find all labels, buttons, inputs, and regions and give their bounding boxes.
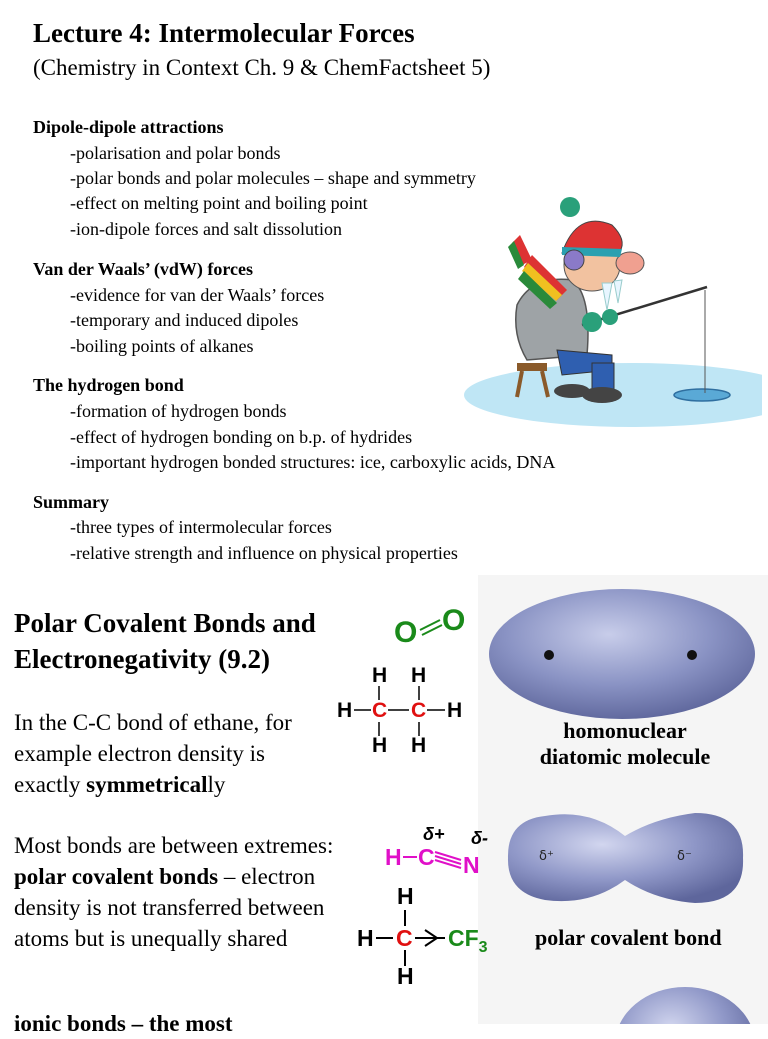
para-line: atoms but is unequally shared (14, 926, 288, 951)
carbon-atom: C (396, 925, 413, 951)
hydrogen-atom: H (372, 664, 388, 687)
paragraph-polar (14, 830, 333, 954)
caption-line: homonuclear (563, 718, 687, 743)
list-item: -ion-dipole forces and salt dissolution (70, 219, 342, 239)
slide2-title-line1: Polar Covalent Bonds and (14, 608, 316, 638)
polar-bond-electron-cloud (505, 808, 745, 908)
ethane-structure (335, 660, 475, 760)
list-item: -polar bonds and polar molecules – shape and symmetry (70, 168, 476, 188)
homonuclear-electron-cloud (485, 582, 765, 724)
hydrogen-atom: H (357, 925, 374, 951)
list-item: -effect on melting point and boiling point (70, 193, 368, 213)
nitrogen-atom: N (463, 852, 480, 878)
slide2-title-line2: Electronegativity (9.2) (14, 644, 270, 674)
hydrogen-atom: H (397, 883, 414, 909)
hcn-structure (383, 820, 493, 880)
list-item: -relative strength and influence on physical properties (70, 543, 458, 563)
list-item: -temporary and induced dipoles (70, 310, 299, 330)
para-line: example electron density is (14, 741, 266, 766)
hydrogen-atom: H (411, 734, 427, 757)
hcf3-structure (355, 880, 505, 990)
page-title: Lecture 4: Intermolecular Forces (33, 18, 415, 48)
para-line: density is not transferred between (14, 895, 325, 920)
hydrogen-atom: H (411, 664, 427, 687)
list-item: -effect of hydrogen bonding on b.p. of hydrides (70, 427, 413, 447)
cf3-group: $CF_3$ (448, 925, 488, 956)
delta-minus-label: δ- (471, 828, 488, 848)
carbon-atom: C (372, 699, 388, 722)
list-item: -evidence for van der Waals’ forces (70, 285, 325, 305)
para-line: Most bonds are between extremes: (14, 833, 334, 858)
para-line: In the C-C bond of ethane, for (14, 710, 292, 735)
para-text: ly (207, 772, 226, 797)
hydrogen-atom: H (397, 963, 414, 989)
carbon-atom: C (411, 699, 427, 722)
section-heading-hbond: The hydrogen bond (33, 375, 184, 395)
hydrogen-atom: H (447, 699, 463, 722)
section-heading-vdw: Van der Waals’ (vdW) forces (33, 259, 254, 279)
polar-bond-caption: polar covalent bond (535, 925, 722, 950)
section-heading-dipole: Dipole-dipole attractions (33, 117, 224, 137)
para-text: exactly (14, 772, 87, 797)
cut-off-text: ionic bonds – the most (14, 1011, 233, 1036)
delta-plus-label: δ+ (423, 824, 445, 844)
page-subtitle: (Chemistry in Context Ch. 9 & ChemFactsheet 5) (33, 55, 491, 80)
section-heading-summary: Summary (33, 492, 109, 512)
list-item: -three types of intermolecular forces (70, 517, 332, 537)
para-line (14, 769, 292, 800)
homonuclear-caption (495, 718, 755, 770)
o2-molecule (390, 596, 480, 656)
list-item: -important hydrogen bonded structures: ice, carboxylic acids, DNA (70, 452, 556, 472)
slide2-title (14, 605, 316, 677)
ionic-electron-cloud (610, 985, 760, 1024)
para-text: – electron (218, 864, 316, 889)
carbon-atom: C (418, 844, 435, 870)
hydrogen-atom: H (337, 699, 353, 722)
ice-fisherman-illustration (462, 185, 762, 430)
para-line (14, 861, 333, 892)
para-bold-text: polar covalent bonds (14, 864, 219, 889)
oxygen-atom: O (442, 604, 466, 637)
paragraph-ethane (14, 707, 292, 800)
hydrogen-atom: H (385, 844, 402, 870)
list-item: -polarisation and polar bonds (70, 143, 281, 163)
list-item: -formation of hydrogen bonds (70, 401, 287, 421)
para-bold-text: symmetrical (86, 772, 208, 797)
caption-line: diatomic molecule (539, 744, 711, 769)
delta-minus-label: δ⁻ (677, 849, 692, 864)
oxygen-atom: O (394, 616, 418, 649)
hydrogen-atom: H (372, 734, 388, 757)
delta-plus-label: δ⁺ (539, 849, 554, 864)
list-item: -boiling points of alkanes (70, 336, 254, 356)
